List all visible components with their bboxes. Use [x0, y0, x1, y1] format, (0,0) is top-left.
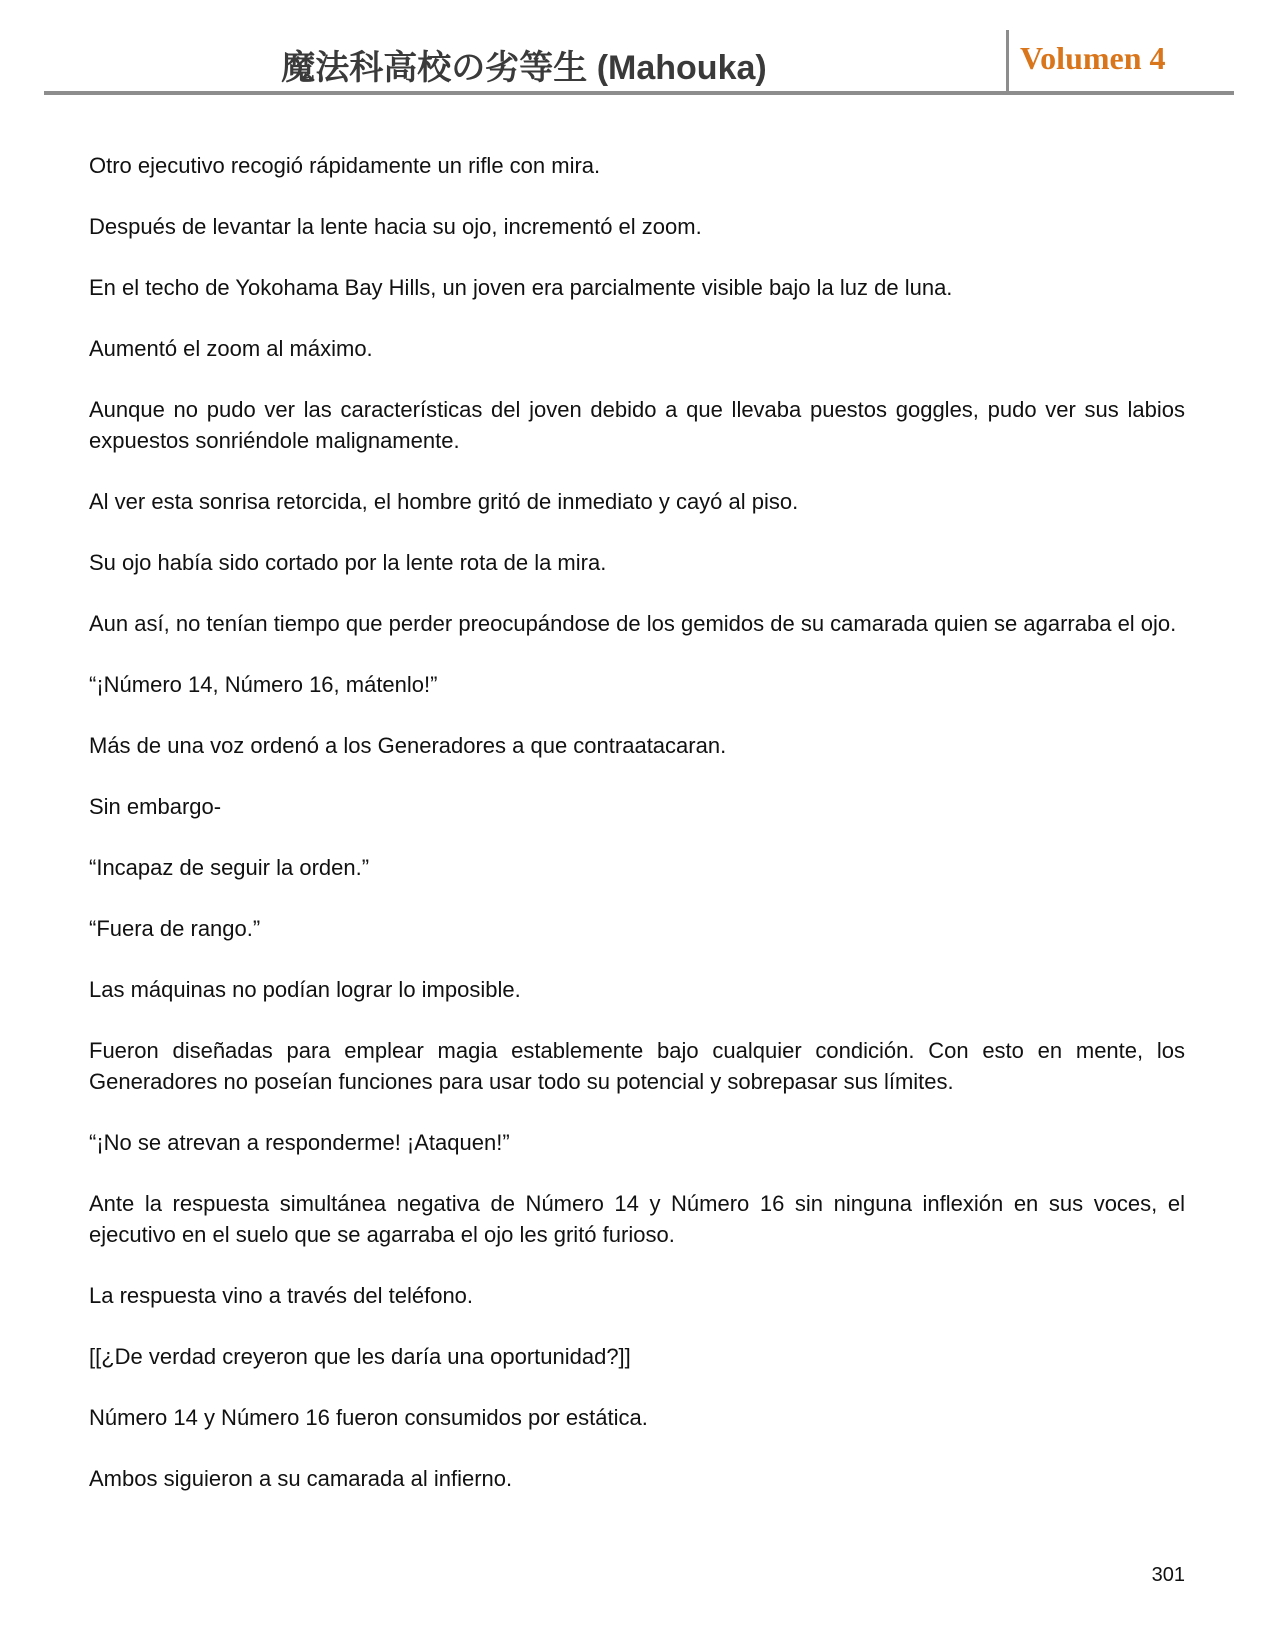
page-number: 301: [1151, 1564, 1185, 1586]
paragraph: Sin embargo-: [89, 794, 222, 819]
paragraph: Aunque no pudo ver las características del joven debido a que llevaba puestos goggles, pudo ver sus labios expuestos sonriéndole malignamente.: [89, 397, 1185, 453]
paragraph: Al ver esta sonrisa retorcida, el hombre gritó de inmediato y cayó al piso.: [89, 489, 799, 514]
paragraph: En el techo de Yokohama Bay Hills, un joven era parcialmente visible bajo la luz de luna.: [89, 275, 953, 300]
paragraph: Aumentó el zoom al máximo.: [89, 336, 373, 361]
paragraph: “¡No se atrevan a responderme! ¡Ataquen!”: [89, 1130, 510, 1155]
paragraph: “Fuera de rango.”: [89, 916, 261, 941]
header-rule: [44, 91, 1234, 95]
book-title: 魔法科高校の劣等生 (Mahouka): [281, 49, 767, 87]
paragraph: Otro ejecutivo recogió rápidamente un rifle con mira.: [89, 153, 601, 178]
paragraph: Fueron diseñadas para emplear magia establemente bajo cualquier condición. Con esto en mente, los Generadores no poseían funciones para usar todo su potencial y sobrepasar sus límites.: [89, 1038, 1185, 1094]
paragraph: Más de una voz ordenó a los Generadores a que contraatacaran.: [89, 733, 727, 758]
page-body: [89, 150, 1185, 1524]
page-header: [44, 28, 1234, 92]
volume-label: Volumen 4: [1020, 40, 1166, 76]
paragraph: Número 14 y Número 16 fueron consumidos por estática.: [89, 1405, 648, 1430]
paragraph: Después de levantar la lente hacia su ojo, incrementó el zoom.: [89, 214, 702, 239]
header-divider: [1006, 30, 1009, 92]
paragraph: “¡Número 14, Número 16, mátenlo!”: [89, 672, 438, 697]
paragraph: Su ojo había sido cortado por la lente rota de la mira.: [89, 550, 607, 575]
paragraph: “Incapaz de seguir la orden.”: [89, 855, 370, 880]
paragraph: Ante la respuesta simultánea negativa de Número 14 y Número 16 sin ninguna inflexión en sus voces, el ejecutivo en el suelo que se agarraba el ojo les gritó furioso.: [89, 1191, 1185, 1247]
paragraph: Aun así, no tenían tiempo que perder preocupándose de los gemidos de su camarada quien se agarraba el ojo.: [89, 611, 1177, 636]
paragraph: Ambos siguieron a su camarada al infierno.: [89, 1466, 513, 1491]
paragraph: [[¿De verdad creyeron que les daría una oportunidad?]]: [89, 1344, 631, 1369]
paragraph: Las máquinas no podían lograr lo imposible.: [89, 977, 521, 1002]
paragraph: La respuesta vino a través del teléfono.: [89, 1283, 474, 1308]
